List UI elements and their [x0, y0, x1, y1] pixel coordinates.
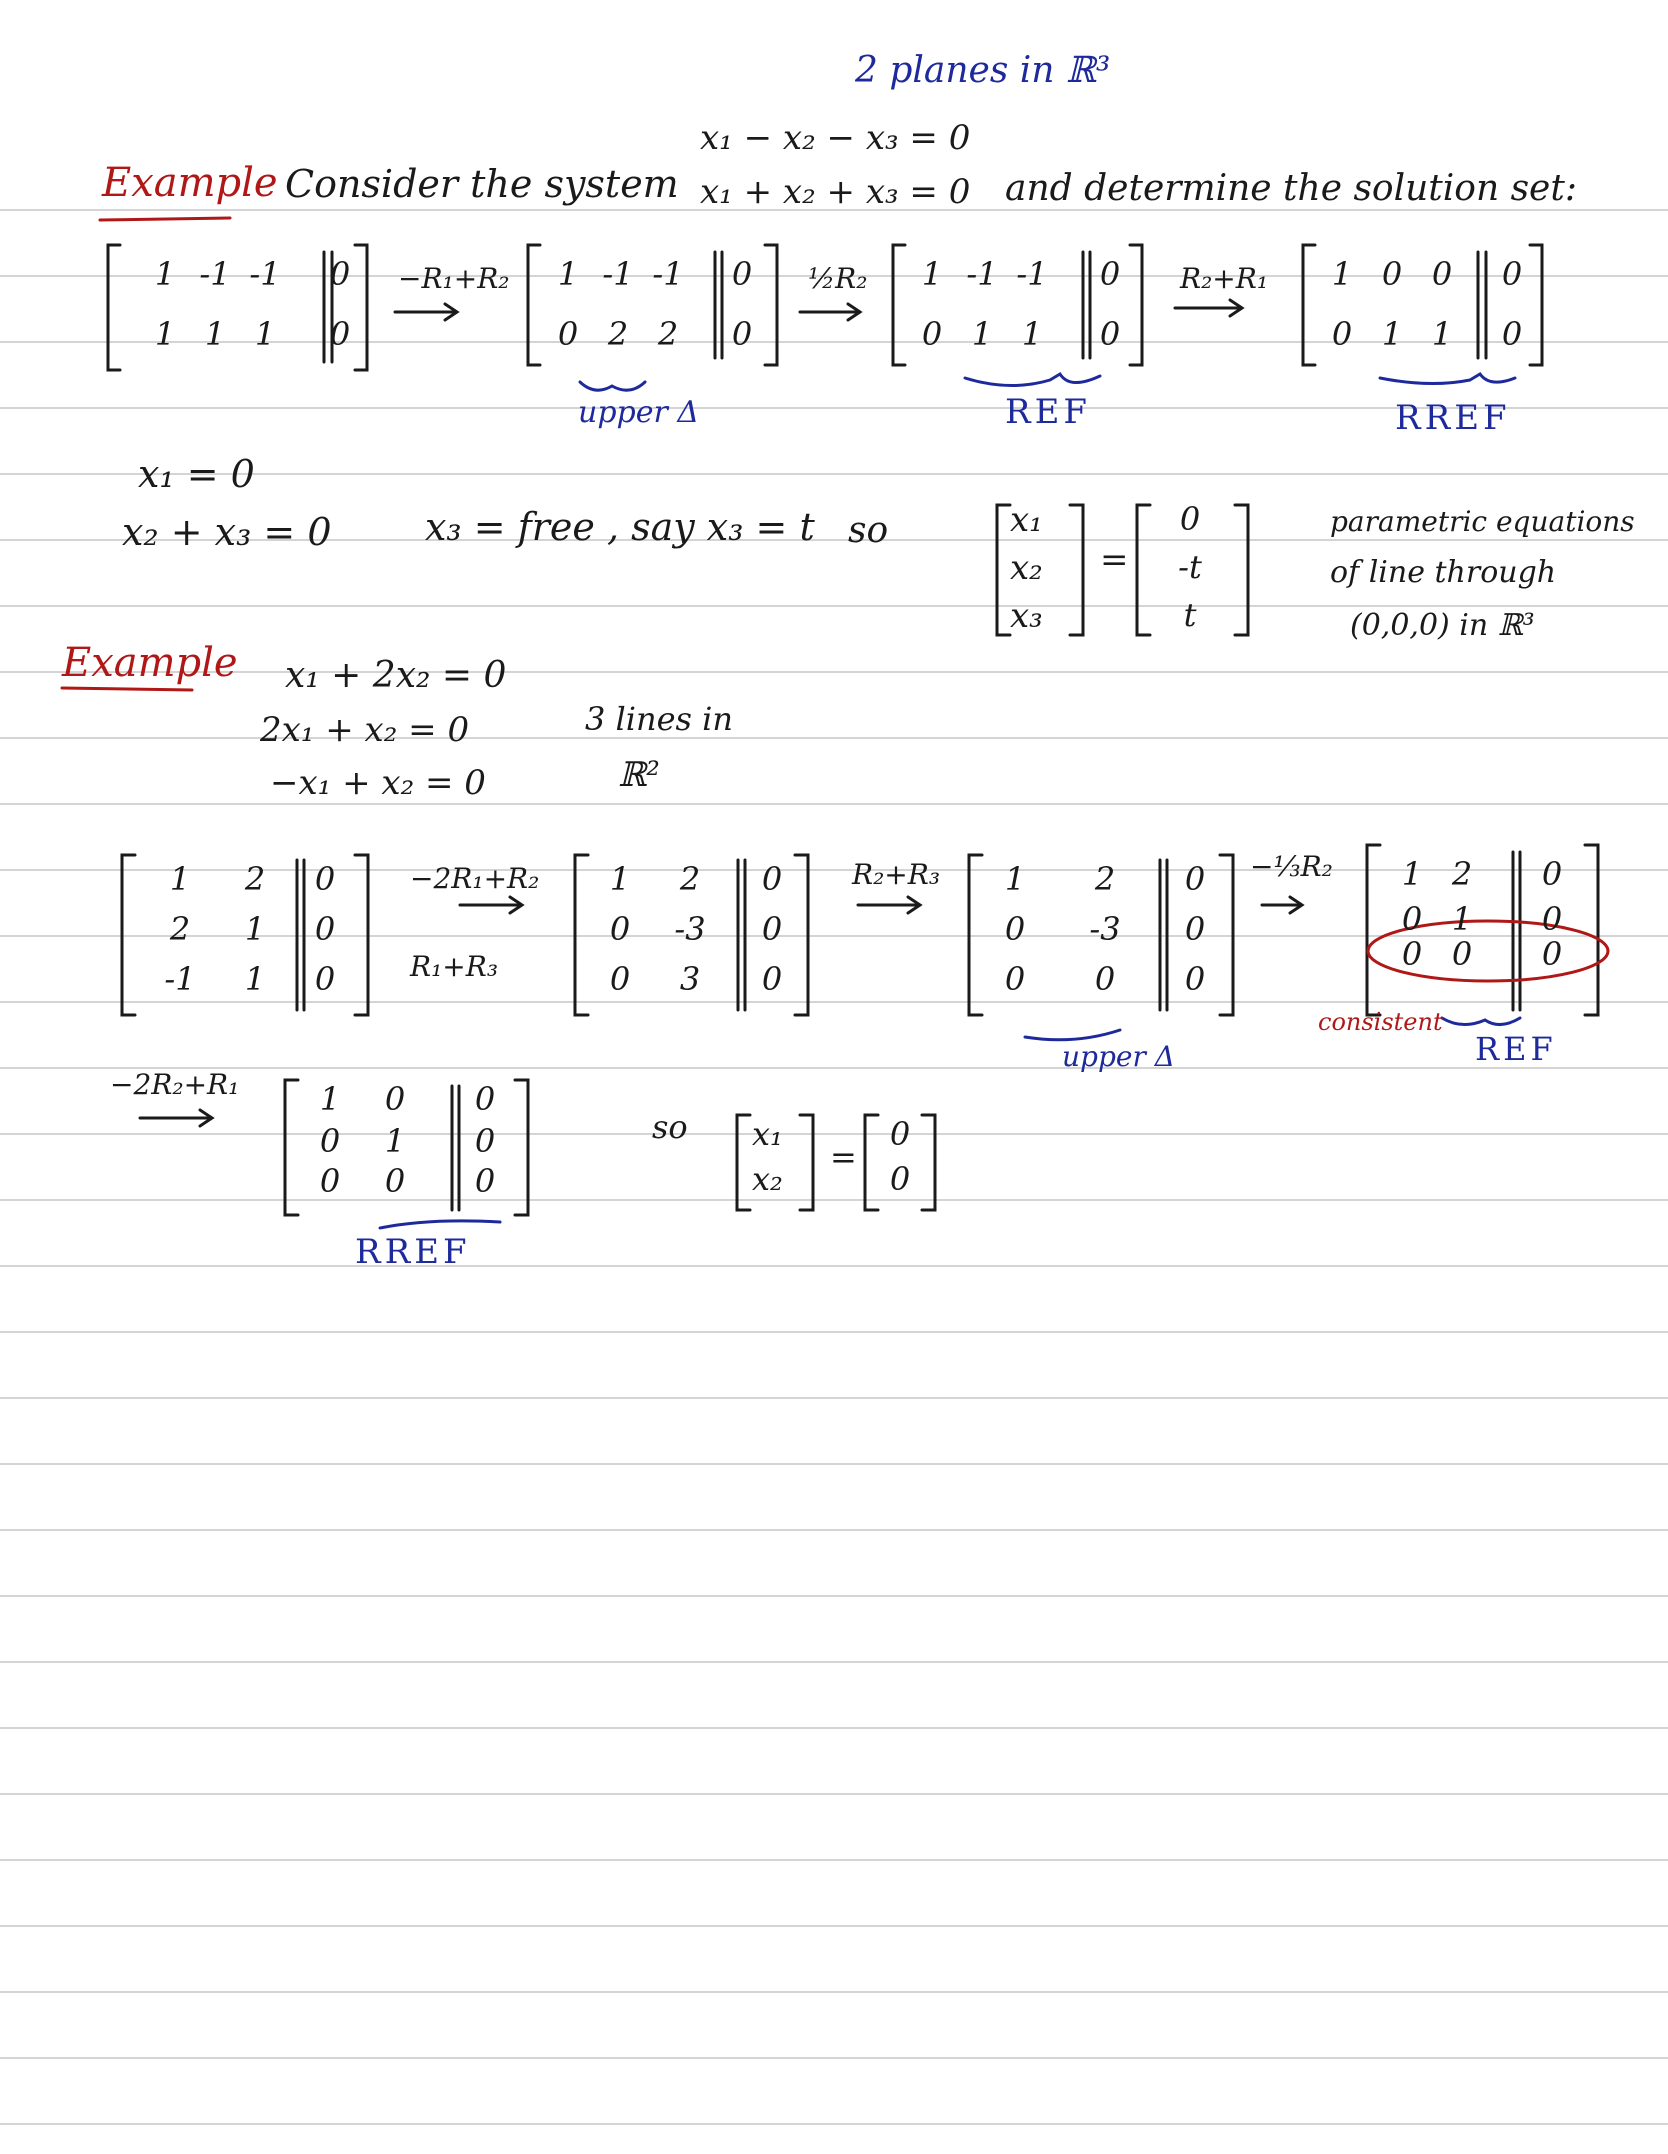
vector-entry: x₃ — [1010, 596, 1043, 636]
ex1-intro-text: Consider the system — [285, 162, 679, 206]
matrix-entry: 1 — [1381, 315, 1403, 353]
ex1-row-op-2: ½R₂ — [808, 262, 868, 295]
matrix-entry: 1 — [971, 315, 993, 353]
ex1-equation-1: x₁ − x₂ − x₃ = 0 — [700, 118, 971, 158]
ex1-equation-2: x₁ + x₂ + x₃ = 0 — [700, 172, 971, 212]
vector-entry: x₁ — [1010, 500, 1043, 540]
vector-entry: 0 — [1179, 500, 1201, 538]
vector-entry: 0 — [889, 1160, 911, 1198]
matrix-entry: -3 — [674, 910, 706, 948]
ex2-example-label: Example — [62, 640, 238, 686]
matrix-entry: 2 — [679, 860, 701, 898]
matrix-entry: 0 — [319, 1122, 341, 1160]
ex2-row-op-4: −2R₂+R₁ — [110, 1068, 240, 1101]
ex2-row-op-1b: R₁+R₃ — [410, 950, 499, 983]
ex2-note-line-2: ℝ² — [618, 755, 660, 795]
vector-entry: x₂ — [752, 1160, 783, 1198]
matrix-entry: 1 — [154, 315, 176, 353]
matrix-entry: 2 — [169, 910, 191, 948]
ex1-note-line-3: (0,0,0) in ℝ³ — [1350, 608, 1535, 643]
matrix-entry: 0 — [1184, 860, 1206, 898]
matrix-entry: 2 — [657, 315, 679, 353]
matrix-entry: 0 — [761, 860, 783, 898]
matrix-entry: 2 — [244, 860, 266, 898]
matrix-entry: 0 — [1401, 935, 1423, 973]
ex1-so: so — [848, 510, 889, 551]
ex2-equation-2: 2x₁ + x₂ = 0 — [260, 710, 470, 750]
matrix-entry: 0 — [1451, 935, 1473, 973]
matrix-entry: 1 — [609, 860, 631, 898]
matrix-entry: 0 — [761, 910, 783, 948]
ex1-tag-upper-triangular: upper Δ — [578, 395, 700, 430]
matrix-entry: -3 — [1089, 910, 1121, 948]
matrix-entry: 1 — [384, 1122, 406, 1160]
matrix-entry: 0 — [1431, 255, 1453, 293]
matrix-entry: 0 — [314, 860, 336, 898]
ex1-note-line-2: of line through — [1330, 555, 1557, 590]
ex1-tag-rref: RREF — [1395, 398, 1511, 438]
ex1-row-op-3: R₂+R₁ — [1180, 262, 1269, 295]
matrix-entry: 0 — [1094, 960, 1116, 998]
matrix-entry: 0 — [731, 315, 753, 353]
vector-entry: x₂ — [1010, 548, 1043, 588]
matrix-entry: 0 — [1541, 855, 1563, 893]
matrix-entry: 0 — [1004, 960, 1026, 998]
matrix-entry: 0 — [329, 315, 351, 353]
matrix-entry: 0 — [329, 255, 351, 293]
matrix-entry: 0 — [1099, 255, 1121, 293]
matrix-entry: 0 — [731, 255, 753, 293]
ex2-row-op-1a: −2R₁+R₂ — [410, 862, 540, 895]
matrix-entry: 1 — [244, 910, 266, 948]
matrix-entry: 1 — [1021, 315, 1043, 353]
matrix-entry: 1 — [254, 315, 276, 353]
matrix-entry: 1 — [244, 960, 266, 998]
matrix-entry: 0 — [1541, 935, 1563, 973]
ex1-free-variable: x₃ = free , say x₃ = t — [425, 505, 815, 549]
ex1-example-label: Example — [102, 160, 278, 206]
matrix-entry: 0 — [1381, 255, 1403, 293]
matrix-entry: 1 — [1431, 315, 1453, 353]
ex2-tag-rref: RREF — [355, 1232, 471, 1272]
matrix-entry: 0 — [319, 1162, 341, 1200]
ex2-note-line-1: 3 lines in — [585, 700, 733, 738]
ex1-solution-line-1: x₁ = 0 — [138, 452, 255, 496]
matrix-entry: -1 — [199, 255, 231, 293]
matrix-entry: 0 — [1541, 900, 1563, 938]
matrix-entry: 0 — [921, 315, 943, 353]
matrix-entry: 2 — [1451, 855, 1473, 893]
ex2-so: so — [652, 1108, 688, 1146]
matrix-entry: 0 — [609, 910, 631, 948]
matrix-entry: 0 — [557, 315, 579, 353]
matrix-entry: 1 — [319, 1080, 341, 1118]
vector-entry: -t — [1178, 548, 1202, 586]
ex2-row-op-3: −⅓R₂ — [1250, 850, 1333, 883]
ex1-row-op-1: −R₁+R₂ — [398, 262, 510, 295]
matrix-entry: 1 — [204, 315, 226, 353]
matrix-entry: -1 — [966, 255, 998, 293]
matrix-entry: 3 — [679, 960, 701, 998]
matrix-entry: 0 — [1184, 960, 1206, 998]
ex2-equation-3: −x₁ + x₂ = 0 — [270, 763, 486, 803]
vector-entry: t — [1183, 596, 1197, 634]
matrix-entry: 0 — [1501, 255, 1523, 293]
ex2-tag-ref: REF — [1475, 1030, 1557, 1068]
matrix-entry: 1 — [1004, 860, 1026, 898]
top-note: 2 planes in ℝ³ — [855, 50, 1111, 91]
matrix-entry: 1 — [154, 255, 176, 293]
matrix-entry: 1 — [1451, 900, 1473, 938]
matrix-entry: 0 — [474, 1162, 496, 1200]
matrix-entry: 1 — [557, 255, 579, 293]
matrix-entry: 0 — [314, 960, 336, 998]
matrix-entry: 1 — [1401, 855, 1423, 893]
ex2-row-op-2: R₂+R₃ — [852, 858, 941, 891]
matrix-entry: 0 — [314, 910, 336, 948]
ex1-note-line-1: parametric equations — [1330, 505, 1635, 538]
matrix-entry: -1 — [164, 960, 196, 998]
ex2-tag-consistent: consistent — [1318, 1008, 1443, 1036]
matrix-entry: 0 — [1004, 910, 1026, 948]
matrix-entry: 0 — [384, 1080, 406, 1118]
matrix-entry: 0 — [474, 1080, 496, 1118]
ex2-tag-upper-triangular: upper Δ — [1062, 1040, 1175, 1073]
matrix-entry: 0 — [1331, 315, 1353, 353]
matrix-entry: -1 — [249, 255, 281, 293]
equals-sign: = — [1100, 540, 1129, 580]
matrix-entry: 0 — [609, 960, 631, 998]
matrix-entry: 0 — [1184, 910, 1206, 948]
ex1-solution-line-2: x₂ + x₃ = 0 — [122, 510, 332, 554]
matrix-entry: 0 — [474, 1122, 496, 1160]
matrix-entry: 0 — [384, 1162, 406, 1200]
matrix-entry: 0 — [761, 960, 783, 998]
matrix-entry: 1 — [921, 255, 943, 293]
ex1-outro-text: and determine the solution set: — [1005, 168, 1577, 209]
ex2-equation-1: x₁ + 2x₂ = 0 — [285, 655, 507, 696]
matrix-entry: -1 — [602, 255, 634, 293]
matrix-entry: 0 — [1401, 900, 1423, 938]
ex1-tag-ref: REF — [1005, 392, 1092, 432]
matrix-entry: 0 — [1099, 315, 1121, 353]
matrix-entry: 1 — [1331, 255, 1353, 293]
matrix-entry: 2 — [1094, 860, 1116, 898]
matrix-entry: -1 — [652, 255, 684, 293]
vector-entry: 0 — [889, 1115, 911, 1153]
matrix-entry: -1 — [1016, 255, 1048, 293]
matrix-entry: 1 — [169, 860, 191, 898]
matrix-entry: 0 — [1501, 315, 1523, 353]
equals-sign: = — [830, 1138, 857, 1176]
vector-entry: x₁ — [752, 1115, 783, 1153]
matrix-entry: 2 — [607, 315, 629, 353]
